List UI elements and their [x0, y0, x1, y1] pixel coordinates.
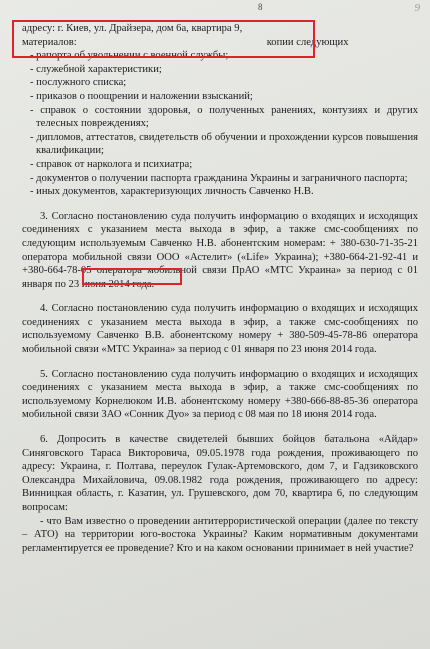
list-item: - рапорта об увольнении с военной службы;	[30, 50, 229, 62]
paragraph-3: 3. Согласно постановлению суда получить информацию о входящих и исходящих соединениях с указанием места выхода в эфир, а также смс-сообщениях по следующим используемым Савченко Н.В. абонентским номерам: + 380-630-71-35-21 оператора мобильной связи ООО «Астелит» («Life» Украина); +380-664-21-92-41 и +380-664-78-05 оператора мобильной связи ПрАО «МТС Украина» за период с 01 января по 23 июня 2014 года.	[22, 210, 419, 290]
paragraph-5: 5. Согласно постановлению суда получить информацию о входящих и исходящих соединениях с указанием места выхода в эфир, а также смс-сообщениях по используемому Корнелюком И.В. абонентскому номеру +380-666-88-85-36 оператора мобильной связи ЗАО «Сонник Дуо» за период с 08 мая по 18 июня 2014 года.	[22, 368, 418, 421]
list-item: - документов о получении паспорта гражданина Украины и заграничного паспорта;	[30, 172, 408, 184]
list-item: - дипломов, аттестатов, свидетельств об обучении и прохождении курсов повышения квалификации;	[30, 131, 418, 157]
list-item: - иных документов, характеризующих личность Савченко Н.В.	[30, 186, 314, 198]
paragraph-6-question: - что Вам известно о проведении антитеррористической операции (далее по тексту – АТО) на территории юго-востока Украины? Каким нормативным документами регламентируется ее проведение? Кто и на каком основании принимает в ней участие?	[22, 515, 418, 554]
address-line: адресу: г. Киев, ул. Драйзера, дом 6а, квартира 9,	[22, 23, 243, 34]
paragraph-6: 6. Допросить в качестве свидетелей бывших бойцов батальона «Айдар» Синяговского Тараса Викторовича, 09.05.1978 года рождения, проживающего по адресу: Украина, г. Полтава, переулок Гулак-Артемовского, дом 7, и Гадзиковского Олександра Михайловича, 09.08.1982 года рождения, проживающего по адресу: Винницкая область, г. Казатин, ул. Грушевского, дом 70, квартира 6, по следующим вопросам:	[22, 434, 418, 513]
list-item: - послужного списка;	[30, 77, 127, 89]
intro-tail: материалов: копии следующих	[22, 36, 349, 48]
list-item: - приказов о поощрении и наложении взысканий;	[30, 90, 253, 102]
page-number: 8	[258, 2, 263, 12]
highlighted-phone: 380-630-71-35-21	[340, 237, 419, 249]
paragraph-4: 4. Согласно постановлению суда получить информацию о входящих и исходящих соединениях с указанием места выхода в эфир, а также смс-сообщениях по используемому Савченко В.В. абонентскому номеру + 380-509-45-78-86 оператора мобильной связи «МТС Украина» за период с 01 января по 23 июня 2014 года.	[22, 303, 418, 356]
corner-mark: 9	[414, 2, 420, 14]
list-item: - служебной характеристики;	[30, 63, 162, 75]
document-body	[22, 22, 418, 555]
list-item: - справок о состоянии здоровья, о полученных ранениях, контузиях и других телесных повреждениях;	[30, 104, 418, 130]
list-item: - справок от нарколога и психиатра;	[30, 158, 193, 170]
